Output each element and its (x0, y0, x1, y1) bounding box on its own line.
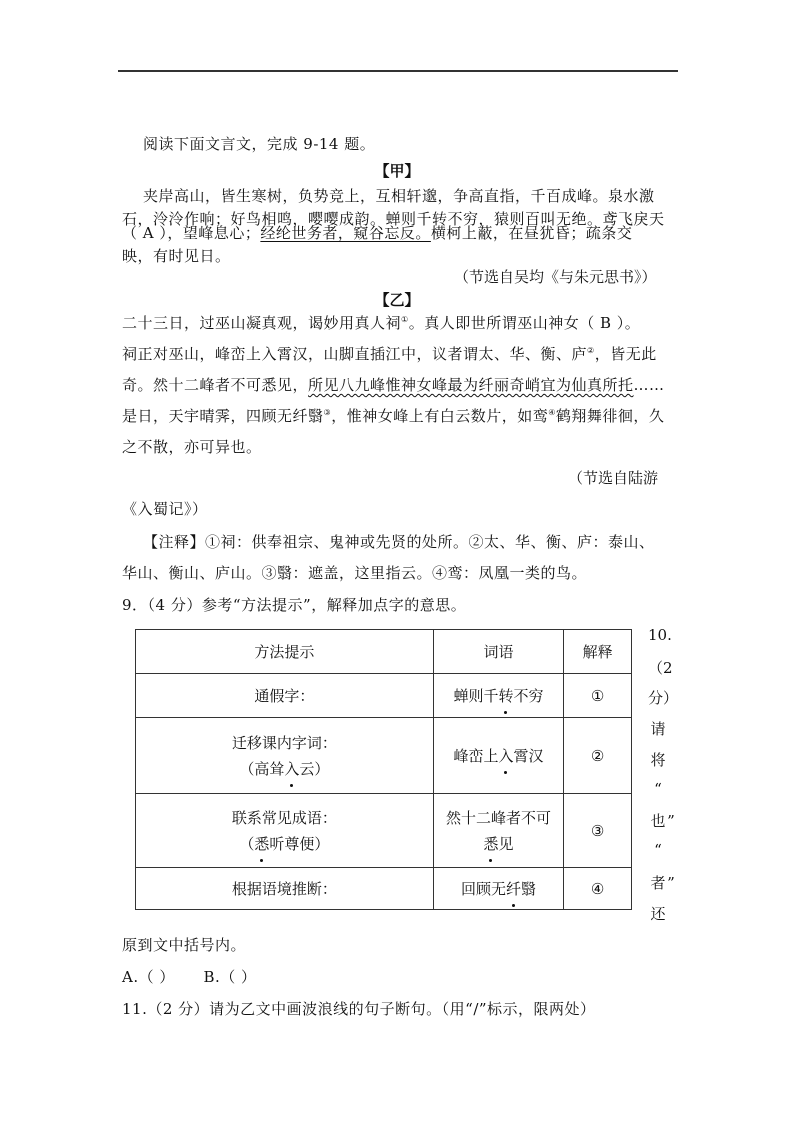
header-explain: 解释 (564, 630, 632, 674)
dotted-char: 悉 (483, 831, 498, 857)
yi-line-3-ellipsis: …… (633, 376, 665, 394)
table-header-row (136, 630, 632, 674)
table-row (136, 674, 632, 718)
dotted-char: 纤 (506, 876, 521, 902)
yi-source-2: 《入蜀记》） (122, 500, 208, 518)
yi-line-2-b: ，皆无此 (594, 345, 657, 363)
header-rule (118, 70, 678, 72)
word-cell: 回顾无纤翳 (433, 868, 563, 910)
yi-line-1-a: 二十三日，过巫山凝真观，谒妙用真人祠 (122, 314, 402, 332)
dotted-char: 转 (498, 683, 513, 709)
jia-line-4: 映，有时见日。 (122, 247, 231, 265)
dotted-char: 入 (498, 743, 513, 769)
jia-title: 【甲】 (374, 162, 420, 180)
question-9: 9．（4 分）参考“方法提示”，解释加点字的意思。 (122, 596, 467, 614)
note-ref-2: ② (587, 346, 595, 355)
word-cell (433, 674, 563, 718)
q10-answers (122, 966, 257, 987)
answer-cell[interactable]: ③ (564, 794, 632, 868)
jia-line-3-text (122, 222, 632, 243)
table-row (136, 718, 632, 794)
method-cell (136, 794, 434, 868)
yi-line-2-a: 祠正对巫山，峰峦上入霄汉，山脚直插江中，议者谓太、华、衡、庐 (122, 345, 588, 363)
method-cell: 根据语境推断： (136, 868, 434, 910)
table-row (136, 794, 632, 868)
dotted-char: 入 (284, 756, 299, 782)
answer-a[interactable]: A.（ ） (122, 968, 175, 986)
header-word: 词语 (433, 630, 563, 674)
note-ref-3: ③ (323, 408, 332, 417)
dotted-char: 悉 (254, 831, 269, 857)
q10-char: ” (667, 874, 675, 892)
q10-char: 将 (650, 751, 666, 769)
question-11: 11.（2 分）请为乙文中画波浪线的句子断句。（用“/”标示，限两处） (122, 1000, 596, 1018)
yi-line-2 (122, 343, 657, 364)
jia-line-2: 石，泠泠作响；好鸟相鸣，嘤嘤成韵。蝉则千转不穷，猿则百叫无绝。鸢飞戾天 (122, 210, 665, 228)
note-ref-4: ④ (548, 408, 556, 417)
intro-instruction: 阅读下面文言文，完成 9-14 题。 (143, 135, 376, 153)
jia-line-1: 夹岸高山，皆生寒树，负势竞上，互相轩邈，争高直指，千百成峰。泉水激 (143, 187, 655, 205)
q10-char: “ (654, 780, 662, 798)
method-cell: 通假字： (136, 674, 434, 718)
word-cell: 峰峦上入霄汉 (433, 718, 563, 794)
method-hint: （悉听尊便） (140, 831, 429, 857)
wavy-sentence: 所见八九峰惟神女峰最为纤丽奇峭宜为仙真所托 (308, 376, 634, 394)
yi-line-5: 之不散，亦可异也。 (122, 438, 262, 456)
table-row (136, 868, 632, 910)
answer-cell[interactable]: ④ (564, 868, 632, 910)
q10-char: 请 (650, 720, 666, 738)
notes-line-2: 华山、衡山、庐山。③翳：遮盖，这里指云。④鸾：凤凰一类的鸟。 (122, 564, 588, 582)
answer-cell[interactable]: ② (564, 718, 632, 794)
word-cell: 然十二峰者不可 悉见 (433, 794, 563, 868)
q10-char: “ (654, 841, 662, 859)
yi-line-1 (122, 312, 640, 333)
note-ref-1: ① (401, 315, 409, 324)
yi-line-4-a: 是日，天宇晴霁，四顾无纤翳 (122, 407, 324, 425)
method-table (135, 629, 632, 910)
notes-line-1: 【注释】①祠：供奉祖宗、鬼神或先贤的处所。②太、华、衡、庐：泰山、 (143, 533, 655, 551)
yi-line-4-c: 鹤翔舞徘徊，久 (555, 407, 665, 425)
underlined-sentence: 经纶世务者，窥谷忘反。 (260, 224, 431, 242)
yi-line-4 (122, 405, 664, 426)
q10-char: ” (667, 812, 675, 830)
jia-source: （节选自吴均《与朱元思书》） (454, 268, 657, 286)
answer-cell[interactable]: ① (564, 674, 632, 718)
blank-a[interactable]: （ A ），望峰息心； (122, 224, 261, 242)
method-hint: （高耸入云） (140, 756, 429, 782)
q10-char: 还 (650, 905, 666, 923)
q10-char: 10. (648, 626, 672, 644)
jia-line-3-tail: 横柯上蔽，在昼犹昏；疏条交 (430, 224, 633, 242)
word-part: 蝉则千 (453, 686, 499, 705)
yi-source-1: （节选自陆游 (568, 469, 659, 487)
q10-char: 分） (648, 689, 679, 707)
word-part: 不穷 (513, 686, 544, 705)
yi-line-3-a: 奇。然十二峰者不可悉见， (122, 376, 309, 394)
yi-line-4-b: ，惟神女峰上有白云数片，如鸾 (331, 407, 549, 425)
header-method: 方法提示 (136, 630, 434, 674)
answer-b[interactable]: B.（ ） (203, 968, 257, 986)
q10-char: （2 (648, 659, 673, 677)
method-label: 联系常见成语： (231, 808, 337, 827)
yi-title: 【乙】 (374, 291, 420, 309)
blank-b[interactable]: 。真人即世所谓巫山神女（ B ）。 (408, 314, 641, 332)
yi-line-3 (122, 374, 665, 395)
q10-char: 也 (650, 812, 666, 830)
q10-char: 者 (650, 874, 666, 892)
method-cell (136, 718, 434, 794)
method-label: 迁移课内字词： (231, 733, 337, 752)
q10-tail: 原到文中括号内。 (122, 936, 247, 954)
